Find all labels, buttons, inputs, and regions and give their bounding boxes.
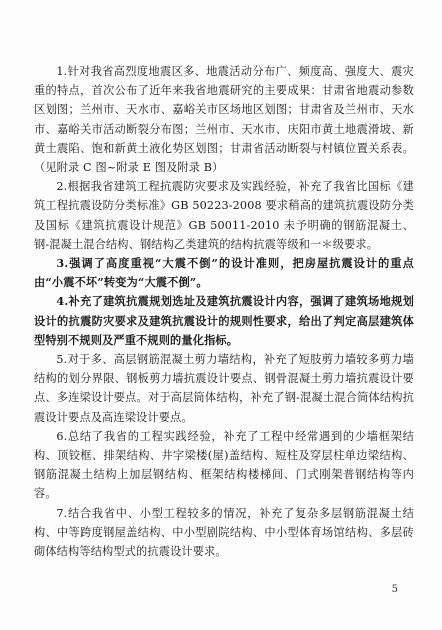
paragraph-5: 5.对于多、高层钢筋混凝土剪力墙结构，补充了短肢剪力墙较多剪力墙结构的划分界限、钢板剪力墙抗震设计要点、钢骨混凝土剪力墙抗震设计要点、多连梁设计要点。对于高层筒体结构，补充了钢-混凝土混合筒体结构抗震设计要点及高连梁设计要点。 [34, 353, 414, 424]
paragraph-3: 3.强调了高度重视“大震不倒”的设计准则，把房屋抗震设计的重点由“小震不坏”转变为“大震不倒”。 [34, 256, 414, 290]
paragraph-1: 1.针对我省高烈度地震区多、地震活动分布广、频度高、强度大、震灾重的特点，首次公布了近年来我省地震研究的主要成果：甘肃省地震动参数区划图；兰州市、天水市、嘉峪关市区场地区划图；甘肃省及兰州市、天水市、嘉峪关市活动断裂分布图；兰州市、天水市、庆阳市黄土地震滑坡、新黄土震陷、饱和新黄土液化势区划图；甘肃省活动断裂与村镇位置关系表。（见附录 C 图~附录 E 图及附录 B） [34, 65, 414, 175]
page-number: 5 [391, 584, 398, 595]
body-text [34, 62, 414, 561]
paragraph-2: 2.根据我省建筑工程抗震防灾要求及实践经验，补充了我省比国标《建筑工程抗震设防分类标准》GB 50223-2008 要求稍高的建筑抗震设防分类及国标《建筑抗震设计规范》GB 50011-2010 未予明确的钢筋混凝土、钢-混凝土混合结构、钢结构乙类建筑的结构抗震等级和一＊级要求。 [34, 180, 414, 251]
paragraph-7: 7.结合我省中、小型工程较多的情况，补充了复杂多层钢筋混凝土结构、中等跨度钢屋盖结构、中小型剧院结构、中小型体育场馆结构、多层砖砌体结构等结构型式的抗震设计要求。 [34, 506, 414, 559]
paragraph-4: 4.补充了建筑抗震规划选址及建筑抗震设计内容，强调了建筑场地规划设计的抗震防灾要求及建筑抗震设计的规则性要求，给出了判定高层建筑体型特别不规则及严重不规则的量化指标。 [34, 294, 414, 347]
paragraph-6: 6.总结了我省的工程实践经验，补充了工程中经常遇到的少墙框架结构、顶铰框、排架结构、井字梁楼(屋)盖结构、短柱及穿层柱单边梁结构、钢筋混凝土结构上加层钢结构、框架结构楼梯间、门式刚架普钢结构等内容。 [34, 429, 414, 501]
